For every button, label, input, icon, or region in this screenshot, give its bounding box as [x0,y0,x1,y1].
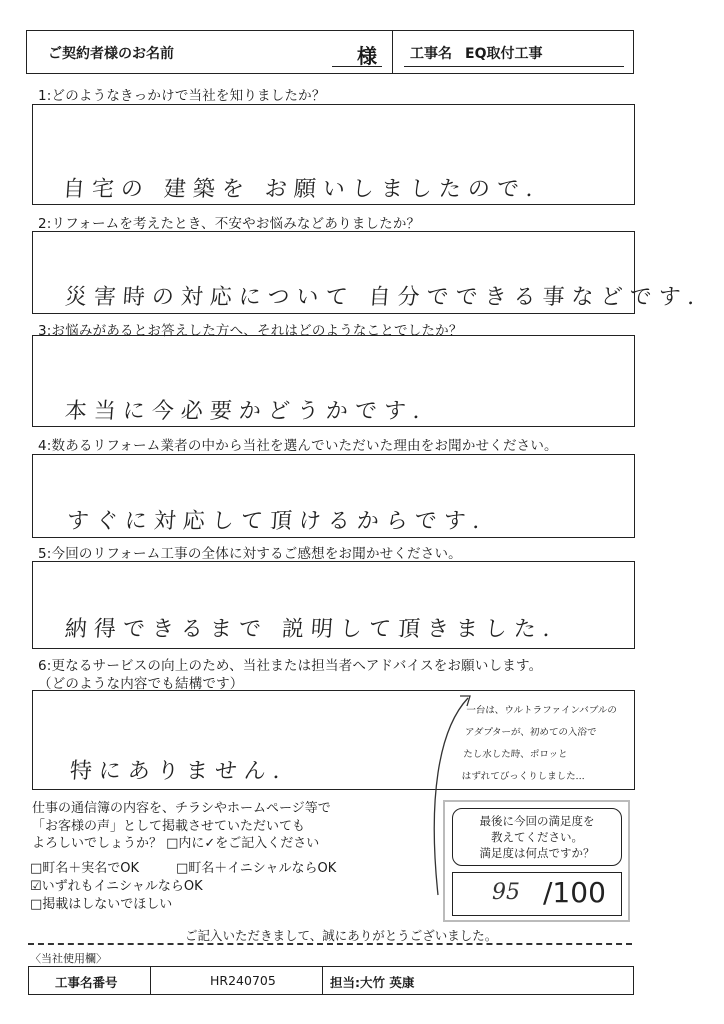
option-no-publish[interactable] [30,893,172,912]
office-divider-1 [150,966,151,995]
consent-line-3: よろしいでしょうか？ □内に✓をご記入ください [32,836,320,851]
question-5-label: 5:今回のリフォーム工事の全体に対するご感想をお聞かせください。 [38,546,462,562]
answer-6-text: 特にありません. [68,759,288,784]
checked-checkbox-icon[interactable]: ☑ [30,879,42,894]
checkbox-icon[interactable]: □ [30,897,43,912]
option-all-initials[interactable] [30,875,203,894]
honorific-text: 様 [357,44,377,68]
satisfaction-line: 満足度は何点ですか？ [479,846,595,860]
option-label: 町名＋実名でOK [42,861,140,876]
side-note-line: アダプターが、初めての入浴で [464,727,597,738]
question-1-label: 1:どのようなきっかけで当社を知りましたか？ [38,88,326,104]
answer-2-text: 災害時の対応について 自分でできる事などです. [63,285,703,310]
project-number-label: 工事名番号 [55,975,118,990]
side-note-line: 一台は、ウルトラファインバブルの [465,705,618,716]
option-label: いずれもイニシャルならOK [41,879,203,894]
answer-3-text: 本当に今必要かどうかです. [63,399,428,424]
checkbox-icon[interactable]: □ [30,861,43,876]
satisfaction-text [452,813,622,861]
dashed-divider [28,943,632,945]
question-4-label: 4:数あるリフォーム業者の中から当社を選んでいただいた理由をお聞かせください。 [38,438,558,454]
thanks-message: ご記入いただきまして、誠にありがとうございました。 [185,928,498,943]
header-divider [392,30,393,74]
question-3-label: 3:お悩みがあるとお答えした方へ、それはどのようなことでしたか？ [38,323,463,339]
question-6-label-sub: （どのような内容でも結構です） [38,676,244,692]
satisfaction-score: 95 [492,880,520,905]
option-label: 町名＋イニシャルならOK [188,861,337,876]
option-town-initial[interactable] [176,857,336,876]
project-name-underline [404,66,624,67]
answer-1-text: 自宅の 建築を お願いしましたので. [61,177,541,202]
consent-line-2: 「お客様の声」として掲載させていただいても [32,819,306,834]
staff-name: 担当:大竹 英康 [330,975,415,990]
side-note [461,700,637,788]
question-2-label: 2:リフォームを考えたとき、不安やお悩みなどありましたか？ [38,216,421,232]
side-note-line: たし水した時、ポロッと [462,749,568,760]
project-name-label: 工事名 [410,46,452,62]
office-divider-2 [322,966,323,995]
answer-5-text: 納得できるまで 説明して頂きました. [63,617,558,642]
question-6-label: 6:更なるサービスの向上のため、当社または担当者へアドバイスをお願いします。 [38,658,543,674]
satisfaction-line: 教えてください。 [491,830,583,844]
project-name-value: EQ取付工事 [465,46,543,62]
option-label: 掲載はしないでほしい [42,897,173,912]
project-number-value: HR240705 [210,973,276,988]
satisfaction-max: /100 [543,876,606,909]
checkbox-icon[interactable]: □ [176,861,189,876]
answer-4-text: すぐに対応して頂けるからです. [65,509,488,534]
consent-line-1: 仕事の通信簿の内容を、チラシやホームページ等で [32,801,331,816]
office-section-label: 〈当社使用欄〉 [30,952,107,965]
satisfaction-line: 最後に今回の満足度を [479,814,595,828]
side-note-line: はずれてびっくりしました... [461,771,586,782]
option-real-name[interactable] [30,857,139,876]
customer-name-label: ご契約者様のお名前 [48,46,174,62]
